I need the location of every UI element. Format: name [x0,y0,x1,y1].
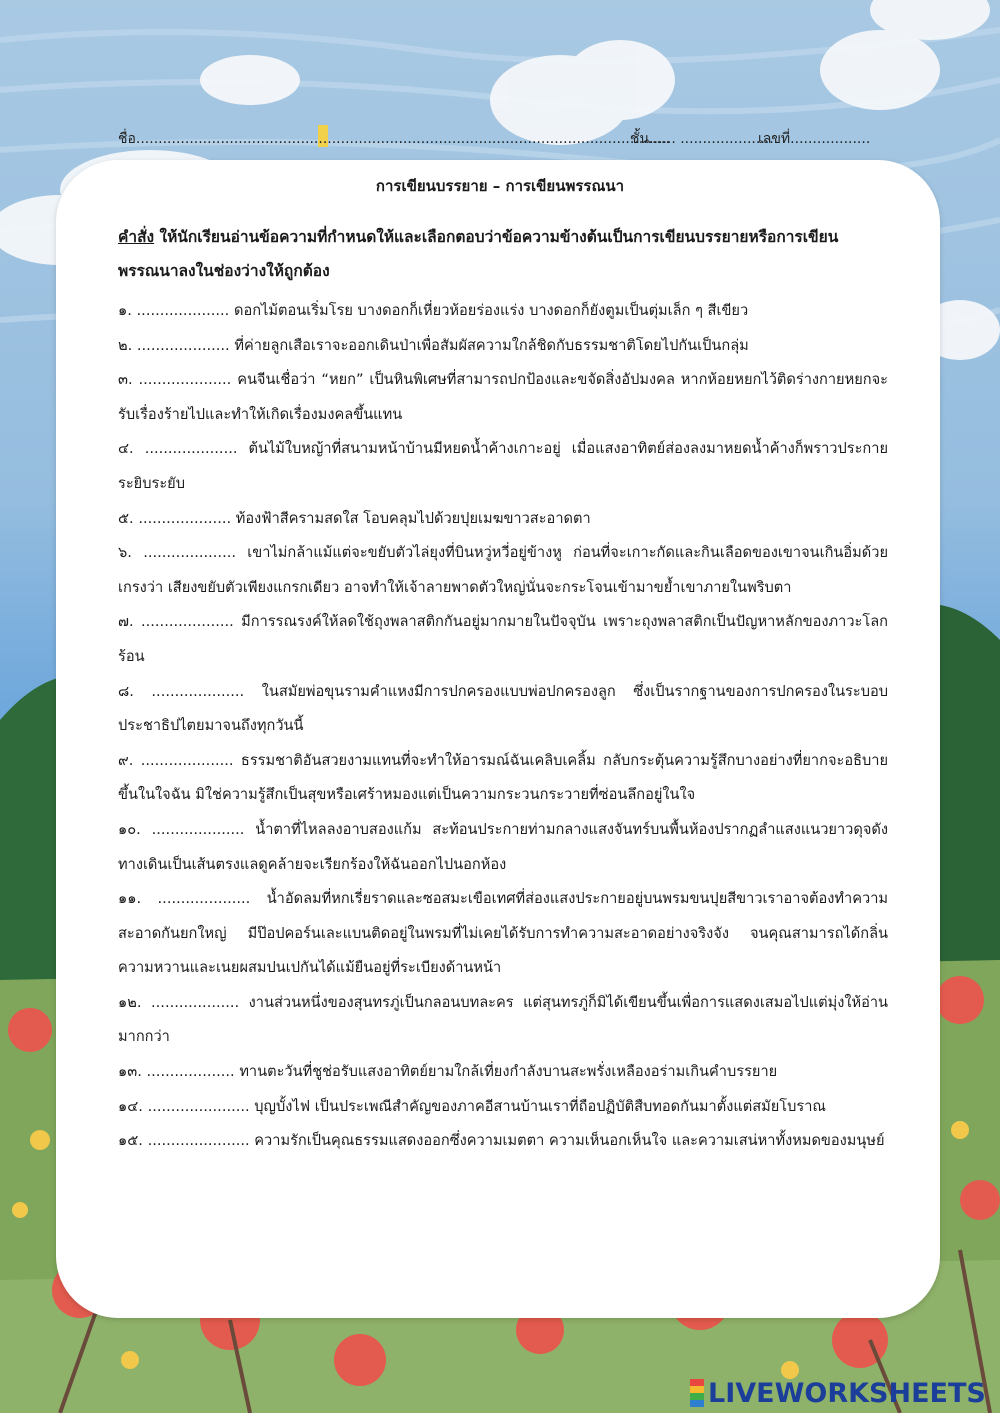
question-text: ดอกไม้ตอนเริ่มโรย บางดอกก็เหี่ยวห้อยร่องแร่ง บางดอกก็ยังตูมเป็นตุ่มเล็ก ๆ สีเขียว [233,302,749,319]
question-number: ๗. [118,613,134,631]
question-item [118,1124,888,1159]
question-item [118,744,888,813]
question-text: มีการรณรงค์ให้ลดใช้ถุงพลาสติกกันอยู่มากมายในปัจจุบัน เพราะถุงพลาสติกเป็นปัญหาหลักของภาวะโลกร้อน [118,613,888,665]
worksheet-title: การเขียนบรรยาย – การเขียนพรรณนา [375,177,625,195]
question-item [118,813,888,882]
name-field[interactable]: ชื่อ........................................................................................................................ [118,131,670,147]
question-number: ๑๒. [118,993,142,1011]
question-item [118,294,888,329]
question-text: ความรักเป็นคุณธรรมแสดงออกซึ่งความเมตตา ความเห็นอกเห็นใจ และความเสน่หาทั้งหมดของมนุษย์ [254,1132,885,1150]
student-info-line [118,128,888,152]
question-number: ๓. [118,371,133,389]
question-item [118,502,888,537]
answer-blank[interactable]: .................... [157,890,251,908]
question-text: คนจีนเชื่อว่า “หยก” เป็นหินพิเศษที่สามารถปกป้องและขจัดสิ่งอัปมงคล หากห้อยหยกไว้ติดร่างกายหยกจะรับเรื่องร้ายไปและทำให้เกิดเรื่องมงคลขึ้นแทน [118,371,888,423]
answer-blank[interactable]: .................... [138,371,232,389]
answer-blank[interactable]: .................... [141,613,234,631]
liveworksheets-logo [690,1376,996,1410]
instruction-text: ให้นักเรียนอ่านข้อความที่กำหนดให้และเลือกตอบว่าข้อความข้างต้นเป็นการเขียนบรรยายหรือการเขียนพรรณนาลงในช่องว่างให้ถูกต้อง [118,228,839,280]
question-text: ที่ค่ายลูกเสือเราจะออกเดินป่าเพื่อสัมผัสความใกล้ชิดกับธรรมชาติโดยไปกันเป็นกลุ่ม [234,336,749,354]
answer-blank[interactable]: .................... [138,509,232,527]
answer-blank[interactable]: .................... [136,336,230,354]
question-number: ๘. [118,682,134,700]
question-number: ๑๓. [118,1063,142,1081]
answer-blank[interactable]: ................... [146,1063,235,1081]
question-list [118,294,888,1159]
question-text: ทานตะวันที่ชูช่อรับแสงอาทิตย์ยามใกล้เที่ยงกำลังบานสะพรั่งเหลืองอร่ามเกินคำบรรยาย [239,1063,778,1081]
question-text: ท้องฟ้าสีครามสดใส โอบคลุมไปด้วยปุยเมฆขาวสะอาดตา [235,509,591,527]
question-text: บุญบั้งไฟ เป็นประเพณีสำคัญของภาคอีสานบ้านเราที่ถือปฏิบัติสืบทอดกันมาตั้งแต่สมัยโบราณ [254,1097,826,1115]
instruction [118,220,884,288]
answer-blank[interactable]: .................... [151,682,245,700]
answer-blank[interactable]: ...................... [147,1097,250,1115]
question-item [118,536,888,605]
question-item [118,605,888,674]
instruction-lead: คำสั่ง [118,228,155,246]
question-item [118,1090,888,1125]
question-text: ในสมัยพ่อขุนรามคำแหงมีการปกครองแบบพ่อปกครองลูก ซึ่งเป็นรากฐานของการปกครองในระบอบประชาธิปไตยมาจนถึงทุกวันนี้ [118,682,889,735]
answer-blank[interactable]: .................... [140,751,234,769]
class-field[interactable]: ชั้น...... ...................... [630,131,779,147]
question-item [118,1055,888,1090]
question-number: ๑๑. [118,890,142,908]
answer-blank[interactable]: .................... [151,820,245,838]
question-text: เขาไม่กล้าแม้แต่จะขยับตัวไล่ยุงที่บินหวู่หวี่อยู่ข้างหู ก่อนที่จะเกาะกัดและกินเลือดของเขาจนเกินอิ่มด้วยเกรงว่า เสียงขยับตัวเพียงแกรกเดียว อาจทำให้เจ้าลายพาดตัวใหญ่นั่นจะกระโจนเข้ามาขย้ำเขาภายในพริบตา [118,544,888,596]
question-text: น้ำตาที่ไหลลงอาบสองแก้ม สะท้อนประกายท่ามกลางแสงจันทร์บนพื้นห้องปรากฏลำแสงแนวยาวดุจดังทางเดินเป็นเส้นตรงแลดูคล้ายจะเรียกร้องให้ฉันออกไปนอกห้อง [118,820,888,873]
answer-blank[interactable]: .................... [136,302,230,319]
question-item [118,329,888,364]
logo-text: LIVEWORKSHEETS [708,1377,986,1409]
answer-blank[interactable]: ................... [151,993,240,1011]
question-number: ๕. [118,509,134,527]
answer-blank[interactable]: ...................... [147,1132,250,1150]
question-number: ๖. [118,544,132,562]
liveworksheets-mark-icon [690,1379,704,1407]
question-text: ธรรมชาติอันสวยงามแทนที่จะทำให้อารมณ์ฉันเคลิบเคลิ้ม กลับกระตุ้นความรู้สึกบางอย่างที่ยากจะอธิบายขึ้นในใจฉัน มิใช่ความรู้สึกเป็นสุขหรือเศร้าหมองแต่เป็นความกระวนกระวายที่ซ่อนลึกอยู่ในใจ [118,751,889,804]
question-item [118,986,888,1055]
question-text: น้ำอัดลมที่หกเรี่ยราดและซอสมะเขือเทศที่ส่องแสงประกายอยู่บนพรมขนปุยสีขาวเราอาจต้องทำความสะอาดกันยกใหญ่ มีป๊อปคอร์นเละแบนติดอยู่ในพรมที่ไม่เคยได้รับการทำความสะอาดอย่างจริงจัง จนคุณสามารถได้กลิ่นความหวานและเนยผสมปนเปกันได้แม้ยืนอยู่ที่ระเบียงด้านหน้า [118,890,889,977]
question-number: ๑๔. [118,1097,143,1115]
question-item [118,363,888,432]
question-number: ๑๐. [118,820,141,838]
question-text: งานส่วนหนึ่งของสุนทรภู่เป็นกลอนบทละคร แต่สุนทรภู่ก็มิได้เขียนขึ้นเพื่อการแสดงเสมอไปแต่มุ่งให้อ่านมากกว่า [118,993,889,1046]
number-field[interactable]: เลขที่.................. [758,131,871,147]
question-number: ๒. [118,336,133,354]
question-number: ๑๕. [118,1132,143,1150]
question-item [118,432,888,501]
answer-blank[interactable]: .................... [143,544,236,562]
question-number: ๔. [118,440,134,458]
answer-blank[interactable]: .................... [144,440,238,458]
question-number: ๙. [118,751,134,769]
question-item [118,675,888,744]
question-text: ต้นไม้ใบหญ้าที่สนามหน้าบ้านมีหยดน้ำค้างเกาะอยู่ เมื่อแสงอาทิตย์ส่องลงมาหยดน้ำค้างก็พราวประกายระยิบระยับ [118,440,889,492]
question-item [118,882,888,986]
question-number: ๑. [118,302,132,319]
